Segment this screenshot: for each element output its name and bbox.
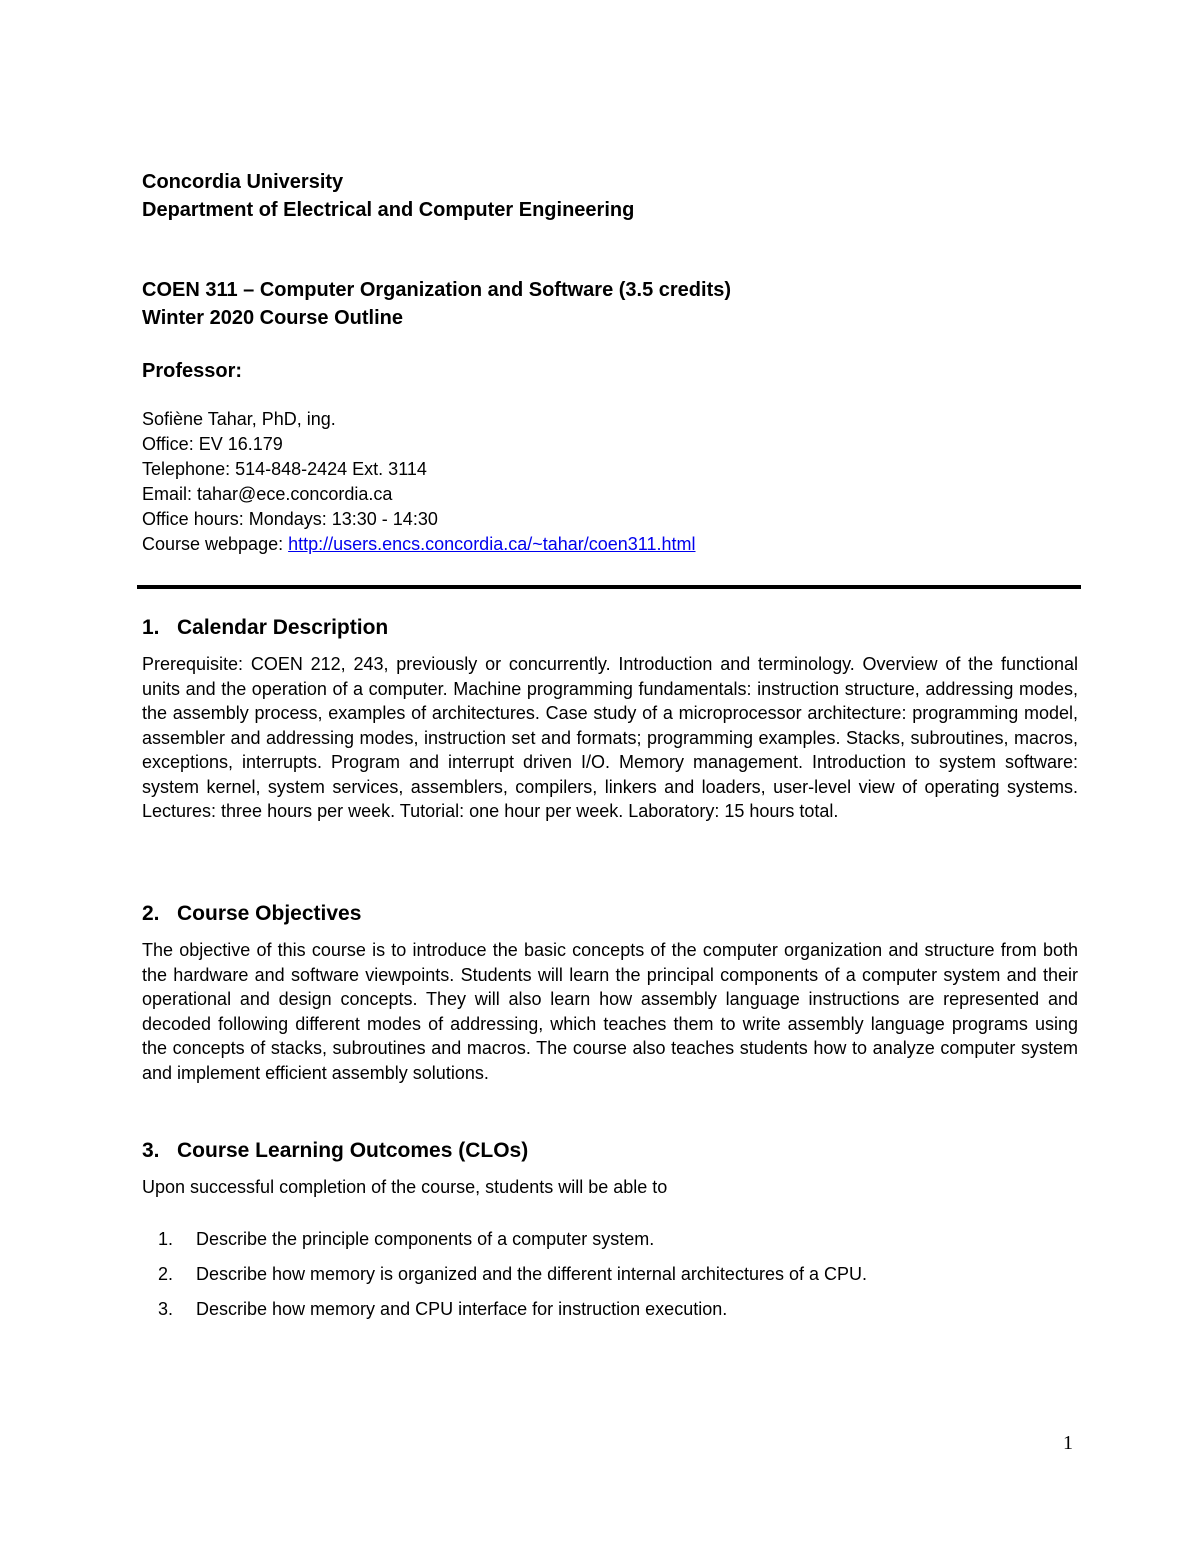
course-term: Winter 2020 Course Outline	[142, 307, 403, 329]
section-heading	[142, 614, 1078, 642]
horizontal-rule	[137, 585, 1081, 589]
section-heading	[142, 1137, 1078, 1165]
section-title: Calendar Description	[177, 616, 389, 639]
list-item-number: 2.	[158, 1263, 174, 1284]
list-item	[142, 1262, 1078, 1286]
section-body: Upon successful completion of the course, students will be able to	[142, 1177, 668, 1197]
professor-office-hours: Office hours: Mondays: 13:30 - 14:30	[142, 509, 438, 529]
department-name: Department of Electrical and Computer Engineering	[142, 199, 635, 221]
section-title: Course Learning Outcomes (CLOs)	[177, 1139, 529, 1162]
course-title: COEN 311 – Computer Organization and Software (3.5 credits)	[142, 279, 732, 301]
professor-name: Sofiène Tahar, PhD, ing.	[142, 409, 336, 429]
university-name: Concordia University	[142, 171, 344, 193]
section-title: Course Objectives	[177, 902, 362, 925]
document-header	[142, 168, 1078, 557]
list-item-number: 1.	[158, 1228, 174, 1249]
section-number: 3.	[142, 1139, 160, 1162]
professor-telephone: Telephone: 514-848-2424 Ext. 3114	[142, 459, 427, 479]
professor-email: Email: tahar@ece.concordia.ca	[142, 484, 393, 504]
section-number: 2.	[142, 902, 160, 925]
section-course-objectives	[142, 900, 1078, 1085]
list-item-text: Describe the principle components of a computer system.	[196, 1228, 655, 1249]
section-body: The objective of this course is to introduce the basic concepts of the computer organization and structure from both the hardware and software viewpoints. Students will learn the principal components of a computer system and their operational and design concepts. They will also learn how assembly language instructions are represented and decoded following different modes of addressing, which teaches them to write assembly language programs using the concepts of stacks, subroutines and macros. The course also teaches students how to analyze computer system and implement efficient assembly solutions.	[142, 940, 1078, 1083]
list-item	[142, 1227, 1078, 1251]
section-calendar-description	[142, 614, 1078, 824]
page-number: 1	[1063, 1432, 1073, 1454]
course-webpage-line	[142, 532, 1078, 557]
professor-heading: Professor:	[142, 360, 243, 382]
course-webpage-link[interactable]: http://users.encs.concordia.ca/~tahar/coen311.html	[288, 534, 696, 554]
course-webpage-label: Course webpage:	[142, 534, 289, 554]
clo-list	[142, 1227, 1078, 1321]
list-item-number: 3.	[158, 1298, 174, 1319]
section-body: Prerequisite: COEN 212, 243, previously or concurrently. Introduction and terminology. Overview of the functional units and the operation of a computer. Machine programming fundamentals: instruction structure, addressing modes, the assembly process, examples of architectures. Case study of a microprocessor architecture: programming model, assembler and addressing modes, instruction set and formats; programming examples. Stacks, subroutines, macros, exceptions, interrupts. Program and interrupt driven I/O. Memory management. Introduction to system software: system kernel, system services, assemblers, compilers, linkers and loaders, user-level view of operating systems. Lectures: three hours per week. Tutorial: one hour per week. Laboratory: 15 hours total.	[142, 654, 1078, 821]
section-heading	[142, 900, 1078, 928]
list-item	[142, 1297, 1078, 1321]
section-number: 1.	[142, 616, 160, 639]
professor-office: Office: EV 16.179	[142, 434, 283, 454]
list-item-text: Describe how memory is organized and the different internal architectures of a CPU.	[196, 1263, 867, 1284]
section-learning-outcomes	[142, 1137, 1078, 1332]
list-item-text: Describe how memory and CPU interface for instruction execution.	[196, 1298, 728, 1319]
